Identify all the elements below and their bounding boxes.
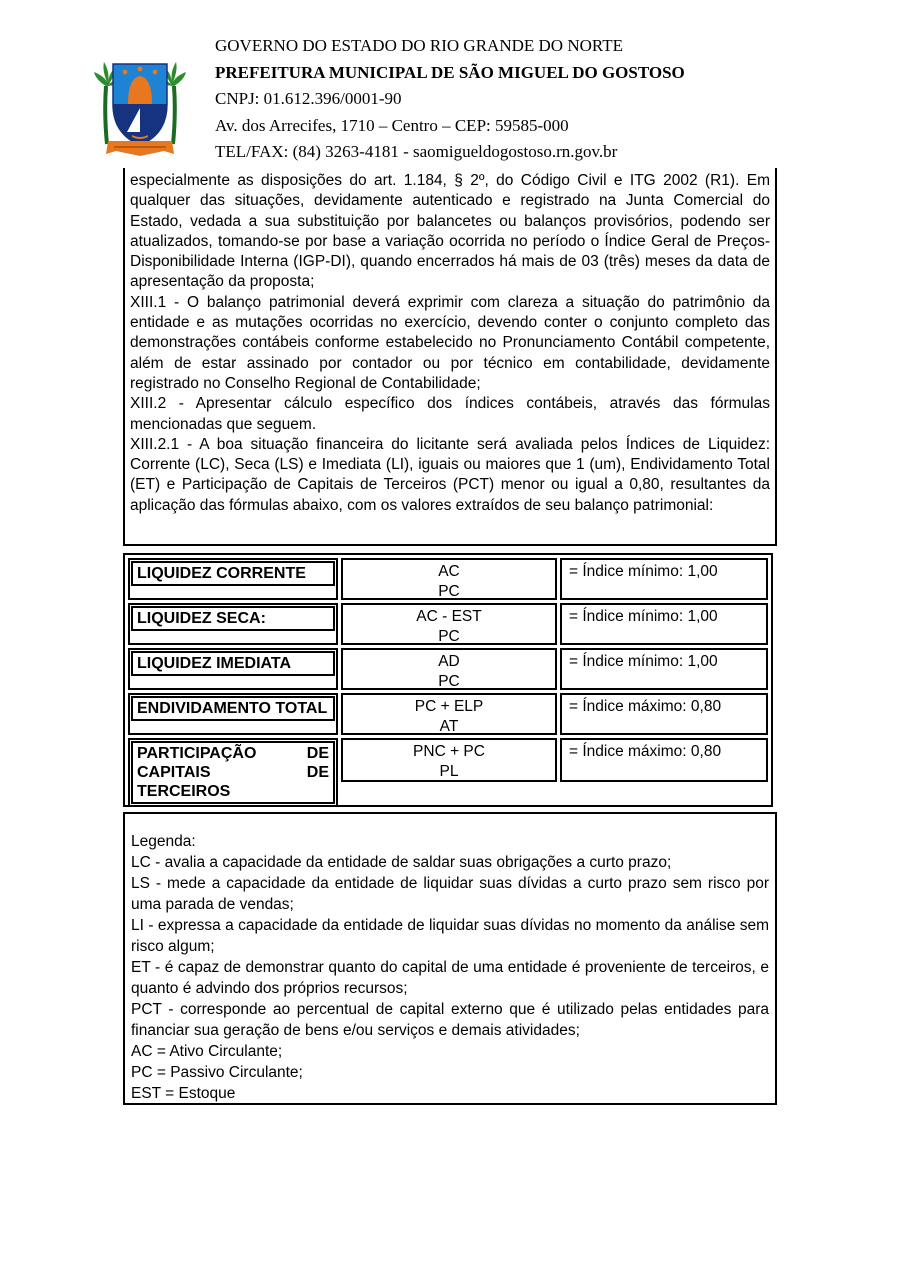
index-label: LIQUIDEZ SECA:: [131, 606, 335, 631]
shield: [113, 64, 167, 149]
legend-item-lc: LC - avalia a capacidade da entidade de saldar suas obrigações a curto prazo;: [131, 854, 672, 871]
header-municipality-line: PREFEITURA MUNICIPAL DE SÃO MIGUEL DO GOSTOSO: [215, 62, 685, 82]
formula-numerator: PC + ELP: [414, 698, 484, 715]
legend-item-pc: PC = Passivo Circulante;: [131, 1064, 303, 1081]
municipal-coat-of-arms-icon: [94, 44, 186, 162]
legend-block: [123, 812, 777, 1105]
index-label-cell: [128, 648, 338, 690]
body-paragraph-intro: especialmente as disposições do art. 1.184, § 2º, do Código Civil e ITG 2002 (R1). Em qualquer das situações, devidamente autenticado e registrado na Junta Comercial do Estado, vedada a sua substituição por balancetes ou balanços provisórios, podendo ser atualizados, tomando-se por base a variação ocorrida no período o Índice Geral de Preços-Disponibilidade Interna (IGP-DI), quando encerrados há mais de 03 (três) meses da data de apresentação da proposta;: [130, 172, 770, 291]
index-label-cell: [128, 558, 338, 600]
indices-table: [123, 553, 773, 807]
formula-denominator: AT: [439, 718, 459, 735]
legend-item-li: LI - expressa a capacidade da entidade de liquidar suas dívidas no momento da análise sem risco algum;: [131, 917, 769, 955]
main-text-block: [123, 168, 777, 546]
header-address-line: Av. dos Arrecifes, 1710 – Centro – CEP: 59585-000: [215, 115, 569, 135]
banner-ribbon: [106, 141, 174, 156]
formula-denominator: PC: [438, 673, 460, 690]
formula-numerator: AC: [438, 563, 460, 580]
formula-numerator: PNC + PC: [413, 743, 485, 760]
formula-cell: [341, 693, 557, 735]
index-label-cell: [128, 693, 338, 735]
header-cnpj-line: CNPJ: 01.612.396/0001-90: [215, 89, 402, 108]
index-value-cell: = Índice máximo: 0,80: [560, 693, 768, 735]
index-label: ENDIVIDAMENTO TOTAL: [131, 696, 335, 721]
index-label: PARTICIPAÇÃO DE CAPITAIS DE TERCEIROS: [131, 741, 335, 804]
legend-item-ac: AC = Ativo Circulante;: [131, 1043, 283, 1060]
legend-item-pct: PCT - corresponde ao percentual de capital externo que é utilizado pelas entidades para financiar sua geração de bens e/ou serviços e demais atividades;: [131, 1001, 769, 1039]
index-value-cell: = Índice mínimo: 1,00: [560, 558, 768, 600]
formula-numerator: AC - EST: [416, 608, 482, 625]
body-paragraph-xiii-2: XIII.2 - Apresentar cálculo específico dos índices contábeis, através das fórmulas mencionadas que seguem.: [130, 395, 770, 433]
index-label-cell: [128, 738, 338, 807]
legend-item-et: ET - é capaz de demonstrar quanto do capital de uma entidade é proveniente de terceiros, e quanto é advindo dos próprios recursos;: [131, 959, 769, 997]
header-government-line: GOVERNO DO ESTADO DO RIO GRANDE DO NORTE: [215, 36, 623, 55]
formula-numerator: AD: [438, 653, 460, 670]
formula-denominator: PL: [439, 763, 459, 780]
index-label: LIQUIDEZ CORRENTE: [131, 561, 335, 586]
formula-cell: [341, 648, 557, 690]
header-text-block: [215, 36, 685, 169]
formula-cell: [341, 738, 557, 782]
formula-denominator: PC: [438, 583, 460, 600]
body-paragraph-xiii-2-1: XIII.2.1 - A boa situação financeira do licitante será avaliada pelos Índices de Liquidez: Corrente (LC), Seca (LS) e Imediata (LI), iguais ou maiores que 1 (um), Endividamento Total (ET) e Participação de Capitais de Terceiros (PCT) menor ou igual a 0,80, resultantes da aplicação das fórmulas abaixo, com os valores extraídos de seu balanço patrimonial:: [130, 435, 770, 514]
index-label-cell: [128, 603, 338, 645]
legend-title: Legenda:: [131, 833, 196, 850]
index-value-cell: = Índice mínimo: 1,00: [560, 603, 768, 645]
legend-item-ls: LS - mede a capacidade da entidade de liquidar suas dívidas a curto prazo sem risco por uma parada de vendas;: [131, 875, 769, 913]
header-contact-line: TEL/FAX: (84) 3263-4181 - saomigueldogostoso.rn.gov.br: [215, 142, 618, 161]
body-paragraph-xiii-1: XIII.1 - O balanço patrimonial deverá exprimir com clareza a situação do patrimônio da entidade e as mutações ocorridas no exercício, devendo conter o conjunto completo das demonstrações contábeis conforme estabelecido no Pronunciamento Contábil competente, além de estar assinado por contador ou por técnico em contabilidade, devidamente registrado no Conselho Regional de Contabilidade;: [130, 293, 770, 392]
formula-cell: [341, 558, 557, 600]
index-value-cell: = Índice mínimo: 1,00: [560, 648, 768, 690]
index-label: LIQUIDEZ IMEDIATA: [131, 651, 335, 676]
index-value-cell: = Índice máximo: 0,80: [560, 738, 768, 782]
formula-denominator: PC: [438, 628, 460, 645]
formula-cell: [341, 603, 557, 645]
legend-item-est: EST = Estoque: [131, 1085, 236, 1102]
